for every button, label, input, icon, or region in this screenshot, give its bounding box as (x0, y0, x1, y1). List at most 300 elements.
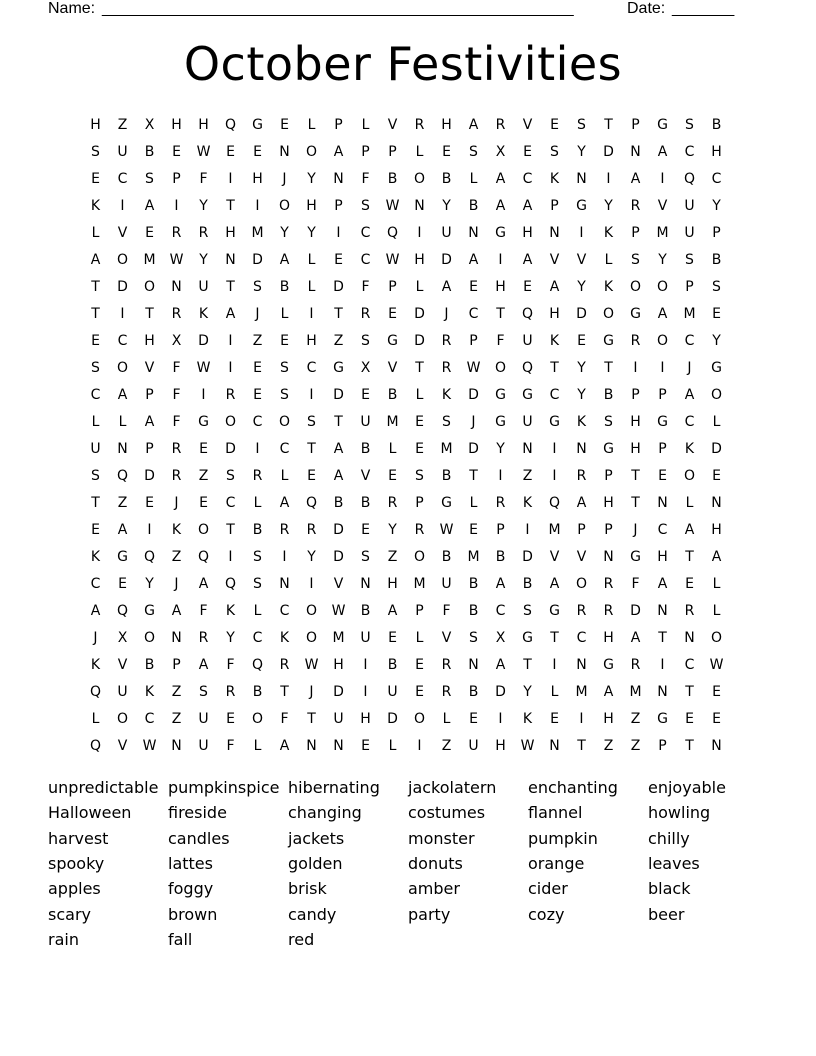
grid-letter: M (467, 549, 480, 565)
grid-letter: R (171, 441, 182, 457)
grid-letter: Y (145, 576, 154, 592)
grid-letter: A (549, 279, 560, 295)
grid-letter: E (307, 468, 316, 484)
grid-letter: C (549, 387, 560, 403)
grid-letter: D (198, 333, 209, 349)
grid-letter: T (91, 279, 100, 295)
grid-letter: E (712, 684, 721, 700)
grid-letter: E (172, 144, 181, 160)
grid-letter: W (142, 738, 157, 754)
grid-letter: U (333, 711, 344, 727)
grid-letter: E (199, 441, 208, 457)
grid-letter: O (710, 387, 723, 403)
grid-letter: I (552, 468, 557, 484)
grid-letter: G (549, 603, 560, 619)
grid-letter: Y (523, 684, 532, 700)
grid-letter: B (387, 387, 398, 403)
grid-letter: A (657, 576, 668, 592)
grid-letter: A (90, 252, 101, 268)
grid-letter: A (387, 603, 398, 619)
grid-letter: O (494, 360, 507, 376)
grid-letter: D (387, 711, 398, 727)
grid-letter: H (360, 711, 371, 727)
grid-letter: L (118, 414, 127, 430)
word-list-item: red (288, 929, 315, 949)
header-fields (48, 0, 768, 20)
grid-letter: N (549, 225, 560, 241)
grid-letter: A (225, 306, 236, 322)
grid-letter: E (280, 333, 289, 349)
word-list-item: rain (48, 929, 79, 949)
grid-letter: I (579, 711, 584, 727)
grid-letter: S (523, 603, 532, 619)
grid-letter: G (252, 117, 263, 133)
grid-letter: B (387, 657, 398, 673)
grid-letter: G (603, 441, 614, 457)
grid-letter: A (495, 657, 506, 673)
grid-letter: F (172, 387, 181, 403)
grid-row (82, 247, 730, 273)
grid-letter: H (711, 144, 722, 160)
grid-letter: A (468, 117, 479, 133)
word-list-item: harvest (48, 828, 109, 848)
grid-letter: E (361, 522, 370, 538)
grid-letter: U (360, 630, 371, 646)
grid-letter: I (498, 468, 503, 484)
grid-letter: Q (251, 657, 264, 673)
grid-letter: Y (577, 387, 586, 403)
grid-letter: R (630, 198, 641, 214)
grid-letter: C (252, 414, 263, 430)
grid-letter: V (522, 117, 533, 133)
grid-letter: S (145, 171, 154, 187)
grid-letter: C (522, 171, 533, 187)
grid-letter: C (684, 144, 695, 160)
grid-letter: E (226, 144, 235, 160)
grid-letter: U (441, 225, 452, 241)
grid-letter: L (307, 279, 316, 295)
grid-letter: R (414, 117, 425, 133)
grid-letter: T (604, 117, 613, 133)
grid-letter: Y (442, 198, 451, 214)
grid-letter: D (414, 333, 425, 349)
grid-letter: W (196, 360, 211, 376)
grid-letter: E (388, 306, 397, 322)
word-list-item: jackolatern (408, 778, 497, 797)
grid-letter: H (306, 198, 317, 214)
grid-letter: T (685, 738, 694, 754)
grid-letter: G (603, 657, 614, 673)
grid-letter: Y (712, 198, 721, 214)
grid-letter: H (441, 117, 452, 133)
grid-letter: D (144, 468, 155, 484)
grid-letter: T (685, 684, 694, 700)
grid-letter: D (117, 279, 128, 295)
grid-row (82, 571, 730, 597)
grid-letter: T (550, 630, 559, 646)
word-list-item: changing (288, 803, 362, 823)
word-list-item: howling (648, 803, 711, 823)
grid-letter: E (550, 711, 559, 727)
grid-letter: I (120, 198, 125, 214)
grid-letter: U (198, 279, 209, 295)
grid-letter: R (441, 360, 452, 376)
grid-letter: E (334, 252, 343, 268)
grid-letter: K (198, 306, 209, 322)
grid-letter: H (198, 117, 209, 133)
grid-letter: H (90, 117, 101, 133)
grid-letter: E (253, 144, 262, 160)
word-list-item: monster (408, 828, 475, 848)
grid-letter: A (117, 522, 128, 538)
grid-letter: L (388, 441, 397, 457)
grid-letter: N (171, 279, 182, 295)
grid-letter: P (604, 468, 613, 484)
grid-letter: A (198, 576, 209, 592)
grid-letter: A (657, 144, 668, 160)
grid-letter: C (576, 630, 587, 646)
grid-letter: Z (117, 495, 128, 511)
word-list-item: amber (408, 879, 460, 899)
name-blank[interactable]: _____________________________________________________ (102, 0, 574, 17)
grid-letter: C (684, 414, 695, 430)
grid-letter: M (251, 225, 264, 241)
grid-letter: Y (658, 252, 667, 268)
grid-letter: R (630, 333, 641, 349)
name-label: Name: (48, 0, 100, 17)
grid-letter: D (225, 441, 236, 457)
grid-letter: A (630, 171, 641, 187)
grid-letter: N (468, 225, 479, 241)
grid-letter: U (441, 576, 452, 592)
grid-letter: F (226, 657, 235, 673)
grid-letter: F (199, 603, 208, 619)
grid-letter: Y (604, 198, 613, 214)
grid-letter: O (305, 603, 318, 619)
grid-letter: I (120, 306, 125, 322)
grid-letter: V (117, 657, 128, 673)
grid-letter: K (603, 225, 614, 241)
grid-letter: U (684, 198, 695, 214)
grid-letter: G (657, 711, 668, 727)
grid-letter: K (171, 522, 182, 538)
grid-letter: P (415, 603, 424, 619)
grid-letter: C (306, 360, 317, 376)
grid-letter: U (117, 684, 128, 700)
grid-letter: P (577, 522, 586, 538)
grid-letter: E (469, 522, 478, 538)
grid-letter: U (117, 144, 128, 160)
grid-letter: C (90, 576, 101, 592)
grid-letter: A (333, 468, 344, 484)
grid-letter: S (577, 117, 586, 133)
grid-letter: I (309, 387, 314, 403)
grid-letter: D (603, 144, 614, 160)
grid-letter: E (226, 711, 235, 727)
grid-letter: S (253, 549, 262, 565)
grid-letter: I (201, 387, 206, 403)
grid-letter: E (415, 657, 424, 673)
grid-letter: Z (171, 684, 182, 700)
grid-letter: R (630, 657, 641, 673)
grid-letter: F (361, 279, 370, 295)
grid-letter: O (575, 576, 588, 592)
grid-letter: S (442, 414, 451, 430)
grid-letter: Q (197, 549, 210, 565)
grid-letter: N (603, 549, 614, 565)
grid-letter: R (684, 603, 695, 619)
grid-letter: C (144, 711, 155, 727)
grid-letter: H (522, 225, 533, 241)
grid-letter: I (579, 225, 584, 241)
grid-letter: V (387, 117, 398, 133)
grid-letter: K (522, 495, 533, 511)
grid-row (82, 733, 730, 759)
grid-letter: G (495, 387, 506, 403)
grid-letter: H (603, 630, 614, 646)
grid-letter: N (468, 657, 479, 673)
grid-letter: O (278, 414, 291, 430)
grid-letter: C (495, 603, 506, 619)
grid-letter: W (709, 657, 724, 673)
grid-letter: E (361, 387, 370, 403)
grid-letter: T (334, 306, 343, 322)
grid-letter: N (306, 738, 317, 754)
grid-letter: D (333, 549, 344, 565)
word-list (48, 778, 768, 958)
grid-letter: F (280, 711, 289, 727)
grid-letter: G (495, 414, 506, 430)
grid-letter: O (413, 549, 426, 565)
word-list-item: fall (168, 929, 193, 949)
grid-letter: P (334, 198, 343, 214)
grid-letter: E (199, 495, 208, 511)
grid-letter: N (657, 495, 668, 511)
grid-letter: H (630, 441, 641, 457)
grid-letter: O (656, 333, 669, 349)
grid-letter: B (522, 576, 533, 592)
grid-letter: I (417, 225, 422, 241)
grid-letter: T (280, 684, 289, 700)
grid-letter: I (336, 225, 341, 241)
grid-letter: P (658, 441, 667, 457)
grid-letter: R (603, 603, 614, 619)
grid-letter: S (712, 279, 721, 295)
grid-letter: V (117, 225, 128, 241)
grid-letter: W (196, 144, 211, 160)
grid-letter: P (685, 279, 694, 295)
grid-letter: P (388, 279, 397, 295)
grid-letter: P (469, 333, 478, 349)
grid-letter: G (711, 360, 722, 376)
grid-letter: T (415, 360, 424, 376)
grid-letter: P (658, 387, 667, 403)
grid-letter: B (252, 522, 263, 538)
grid-letter: H (414, 252, 425, 268)
grid-letter: L (604, 252, 613, 268)
date-blank[interactable]: _______ (672, 0, 735, 17)
grid-letter: O (116, 360, 129, 376)
grid-letter: B (144, 144, 155, 160)
grid-letter: N (711, 495, 722, 511)
grid-letter: W (439, 522, 454, 538)
grid-letter: P (172, 171, 181, 187)
grid-letter: A (441, 279, 452, 295)
grid-letter: H (549, 306, 560, 322)
grid-letter: E (415, 441, 424, 457)
grid-letter: G (657, 117, 668, 133)
grid-letter: R (441, 684, 452, 700)
grid-letter: L (415, 144, 424, 160)
grid-letter: N (549, 738, 560, 754)
grid-letter: Z (171, 711, 182, 727)
grid-letter: K (90, 198, 101, 214)
grid-letter: I (147, 522, 152, 538)
word-list-item: jackets (288, 828, 345, 848)
grid-letter: N (117, 441, 128, 457)
grid-letter: O (116, 711, 129, 727)
grid-letter: N (333, 171, 344, 187)
grid-letter: C (90, 387, 101, 403)
grid-letter: Z (603, 738, 614, 754)
word-list-item: spooky (48, 853, 105, 873)
grid-letter: L (415, 279, 424, 295)
grid-letter: N (225, 252, 236, 268)
grid-letter: S (91, 360, 100, 376)
grid-letter: P (658, 738, 667, 754)
grid-letter: A (657, 306, 668, 322)
grid-letter: W (385, 252, 400, 268)
grid-letter: J (282, 171, 287, 187)
grid-row (82, 328, 730, 354)
grid-letter: I (309, 306, 314, 322)
grid-letter: O (116, 252, 129, 268)
word-list-item: unpredictable (48, 778, 159, 797)
grid-letter: I (633, 360, 638, 376)
grid-letter: R (171, 468, 182, 484)
grid-letter: K (549, 333, 560, 349)
grid-letter: L (280, 468, 289, 484)
grid-letter: E (145, 225, 154, 241)
grid-letter: N (576, 441, 587, 457)
grid-letter: D (630, 603, 641, 619)
grid-letter: H (657, 549, 668, 565)
grid-letter: R (441, 657, 452, 673)
grid-letter: Q (116, 468, 129, 484)
grid-letter: I (660, 360, 665, 376)
grid-letter: R (225, 387, 236, 403)
grid-letter: U (198, 711, 209, 727)
grid-letter: E (523, 144, 532, 160)
grid-letter: D (333, 279, 344, 295)
grid-letter: A (117, 387, 128, 403)
grid-letter: J (174, 576, 179, 592)
grid-letter: A (90, 603, 101, 619)
grid-letter: G (630, 549, 641, 565)
grid-letter: M (629, 684, 642, 700)
grid-letter: R (495, 117, 506, 133)
grid-letter: A (495, 171, 506, 187)
grid-letter: A (711, 549, 722, 565)
grid-row (82, 301, 730, 327)
grid-letter: T (604, 360, 613, 376)
grid-letter: I (363, 684, 368, 700)
grid-letter: Y (577, 144, 586, 160)
word-list-item: apples (48, 879, 101, 899)
grid-letter: S (469, 144, 478, 160)
grid-letter: K (90, 657, 101, 673)
grid-letter: M (440, 441, 453, 457)
word-list-item: chilly (648, 828, 690, 848)
grid-letter: P (145, 387, 154, 403)
grid-letter: T (226, 279, 235, 295)
grid-letter: I (660, 657, 665, 673)
grid-letter: C (252, 630, 263, 646)
grid-letter: O (197, 522, 210, 538)
grid-letter: U (360, 414, 371, 430)
grid-letter: D (711, 441, 722, 457)
grid-letter: N (333, 738, 344, 754)
grid-letter: X (171, 333, 182, 349)
grid-letter: E (712, 306, 721, 322)
grid-letter: S (91, 468, 100, 484)
grid-letter: X (144, 117, 155, 133)
grid-letter: O (305, 144, 318, 160)
grid-letter: H (144, 333, 155, 349)
grid-letter: T (631, 495, 640, 511)
grid-letter: B (387, 171, 398, 187)
grid-letter: P (631, 117, 640, 133)
grid-letter: B (144, 657, 155, 673)
grid-letter: R (360, 306, 371, 322)
grid-letter: A (144, 198, 155, 214)
grid-letter: U (90, 441, 101, 457)
grid-letter: I (417, 738, 422, 754)
grid-letter: H (252, 171, 263, 187)
grid-letter: O (251, 711, 264, 727)
grid-letter: P (361, 144, 370, 160)
word-list-item: costumes (408, 803, 486, 823)
grid-letter: T (226, 522, 235, 538)
grid-letter: A (468, 252, 479, 268)
grid-letter: V (576, 252, 587, 268)
grid-letter: Y (712, 333, 721, 349)
grid-letter: T (658, 630, 667, 646)
grid-letter: B (468, 198, 479, 214)
grid-letter: I (228, 360, 233, 376)
grid-letter: I (498, 252, 503, 268)
grid-letter: R (576, 603, 587, 619)
grid-letter: I (228, 549, 233, 565)
grid-letter: K (684, 441, 695, 457)
grid-row (82, 112, 730, 138)
grid-letter: G (603, 333, 614, 349)
grid-letter: T (91, 306, 100, 322)
grid-letter: X (495, 144, 506, 160)
grid-letter: G (657, 414, 668, 430)
grid-letter: H (387, 576, 398, 592)
grid-letter: T (523, 657, 532, 673)
grid-row (82, 517, 730, 543)
grid-letter: R (387, 495, 398, 511)
grid-letter: S (361, 198, 370, 214)
grid-letter: D (522, 549, 533, 565)
grid-letter: O (710, 630, 723, 646)
grid-letter: E (712, 711, 721, 727)
word-list-item: golden (288, 853, 343, 873)
grid-letter: G (522, 630, 533, 646)
grid-letter: L (253, 495, 262, 511)
